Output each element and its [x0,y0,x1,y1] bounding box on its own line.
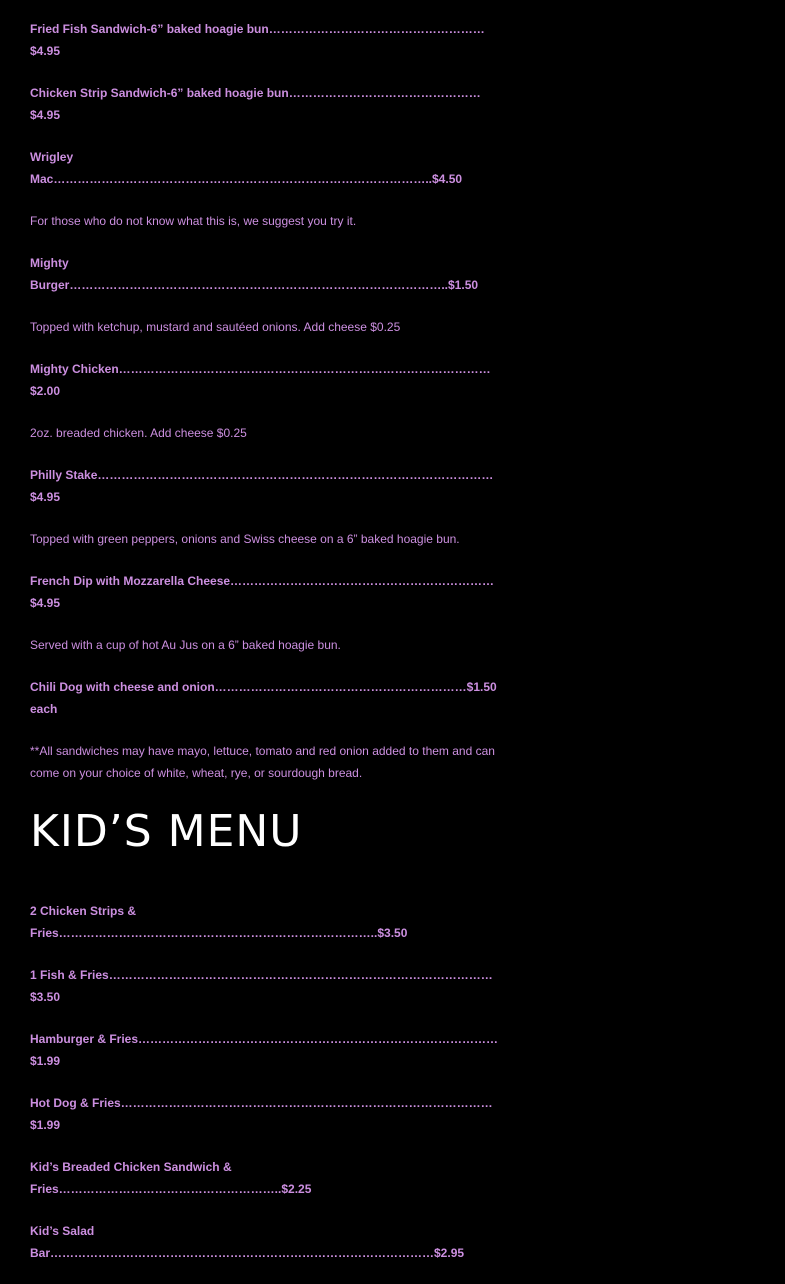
kids-item-chicken-strips: 2 Chicken Strips & Fries……………………………………………………………………..$3.50 [30,904,408,940]
menu-item-chili-dog: Chili Dog with cheese and onion………………………………………………………$1.50 each [30,680,497,716]
menu-item-fried-fish-sandwich: Fried Fish Sandwich-6” baked hoagie bun………………………………………………$4.95 [30,22,485,58]
kids-menu-title: KID’S MENU [30,806,303,857]
kids-item-fish-fries: 1 Fish & Fries…………………………………………………………………………………… $3.50 [30,968,493,1004]
kids-item-breaded-chicken-sandwich: Kid’s Breaded Chicken Sandwich & Fries………………………………………………..$2.25 [30,1160,312,1196]
kids-item-hot-dog-fries: Hot Dog & Fries………………………………………………………………………………… $1.99 [30,1096,493,1132]
menu-item-chicken-strip-sandwich: Chicken Strip Sandwich-6” baked hoagie bun…………………………………………$4.95 [30,86,481,122]
menu-item-french-dip: French Dip with Mozzarella Cheese………………………………………………………… $4.95 [30,574,495,610]
menu-item-description: Topped with ketchup, mustard and sautéed onions. Add cheese $0.25 [30,320,401,334]
menu-item-description: 2oz. breaded chicken. Add cheese $0.25 [30,426,247,440]
kids-item-salad-bar: Kid’s Salad Bar……………………………………………………………………………………$2.95 [30,1224,465,1260]
menu-item-mighty-chicken: Mighty Chicken…………………………………………………………………………………$2.00 [30,362,491,398]
sandwich-note: **All sandwiches may have mayo, lettuce, tomato and red onion added to them and can come on your choice of white, wheat, rye, or sourdough bread. [30,744,495,780]
menu-item-description: Served with a cup of hot Au Jus on a 6” baked hoagie bun. [30,638,341,652]
menu-item-description: Topped with green peppers, onions and Swiss cheese on a 6” baked hoagie bun. [30,532,460,546]
menu-item-description: For those who do not know what this is, we suggest you try it. [30,214,357,228]
menu-item-mighty-burger: Mighty Burger…………………………………………………………………………………..$1.50 [30,256,479,292]
menu-item-wrigley-mac: Wrigley Mac…………………………………………………………………………………..$4.50 [30,150,463,186]
menu-item-philly-stake: Philly Stake……………………………………………………………………………………… $4.95 [30,468,494,504]
kids-item-hamburger-fries: Hamburger & Fries………………………………………………………………………………$1.99 [30,1032,499,1068]
menu-content [30,18,500,1284]
